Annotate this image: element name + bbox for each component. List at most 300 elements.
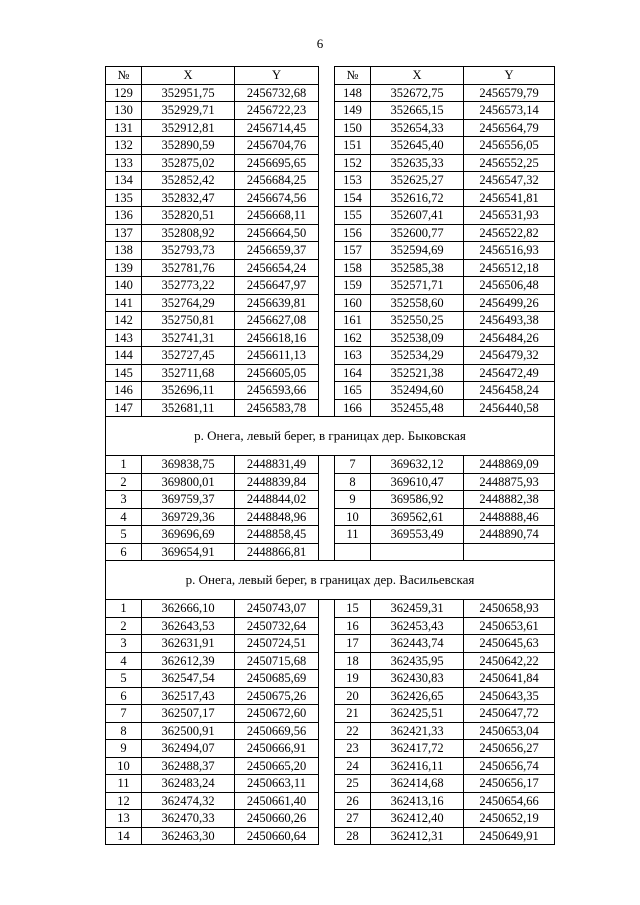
point-number-left: 146 xyxy=(106,382,142,400)
point-number-right: 162 xyxy=(335,329,371,347)
y-coordinate-left: 2456618,16 xyxy=(235,329,319,347)
y-coordinate-left: 2450732,64 xyxy=(235,617,319,635)
point-number-left: 10 xyxy=(106,757,142,775)
x-coordinate-left: 352912,81 xyxy=(142,119,235,137)
table-row xyxy=(106,382,555,400)
point-number-left: 136 xyxy=(106,207,142,225)
point-number-left: 132 xyxy=(106,137,142,155)
column-gap xyxy=(319,827,335,845)
y-coordinate-left: 2456714,45 xyxy=(235,119,319,137)
point-number-right: 156 xyxy=(335,224,371,242)
column-gap xyxy=(319,792,335,810)
point-number-left: 12 xyxy=(106,792,142,810)
x-coordinate-left: 369654,91 xyxy=(142,543,235,561)
x-coordinate-right: 352600,77 xyxy=(371,224,464,242)
point-number-right: 20 xyxy=(335,687,371,705)
y-coordinate-right: 2456579,79 xyxy=(464,84,555,102)
y-coordinate-left: 2456659,37 xyxy=(235,242,319,260)
y-coordinate-right: 2448875,93 xyxy=(464,473,555,491)
x-coordinate-right: 352616,72 xyxy=(371,189,464,207)
y-coordinate-right: 2456522,82 xyxy=(464,224,555,242)
x-coordinate-left: 369759,37 xyxy=(142,491,235,509)
table-row xyxy=(106,757,555,775)
x-coordinate-left: 352808,92 xyxy=(142,224,235,242)
column-gap xyxy=(319,102,335,120)
point-number-left: 137 xyxy=(106,224,142,242)
x-coordinate-left: 362666,10 xyxy=(142,600,235,618)
table-row xyxy=(106,207,555,225)
y-coordinate-left: 2456674,56 xyxy=(235,189,319,207)
table-row xyxy=(106,543,555,561)
column-header-number-right: № xyxy=(335,67,371,85)
y-coordinate-left: 2448844,02 xyxy=(235,491,319,509)
y-coordinate-right: 2456573,14 xyxy=(464,102,555,120)
x-coordinate-left: 352681,11 xyxy=(142,399,235,417)
x-coordinate-left: 352764,29 xyxy=(142,294,235,312)
column-gap xyxy=(319,456,335,474)
y-coordinate-left: 2456611,13 xyxy=(235,347,319,365)
x-coordinate-right: 352494,60 xyxy=(371,382,464,400)
point-number-left: 9 xyxy=(106,740,142,758)
table-row xyxy=(106,242,555,260)
table-row xyxy=(106,722,555,740)
point-number-right: 21 xyxy=(335,705,371,723)
point-number-left: 144 xyxy=(106,347,142,365)
y-coordinate-left: 2456627,08 xyxy=(235,312,319,330)
y-coordinate-left: 2456695,65 xyxy=(235,154,319,172)
point-number-left: 129 xyxy=(106,84,142,102)
table-row xyxy=(106,154,555,172)
x-coordinate-left: 362463,30 xyxy=(142,827,235,845)
column-header-y-left: Y xyxy=(235,67,319,85)
point-number-left: 2 xyxy=(106,473,142,491)
x-coordinate-right: 362416,11 xyxy=(371,757,464,775)
y-coordinate-right: 2450656,74 xyxy=(464,757,555,775)
point-number-right: 17 xyxy=(335,635,371,653)
column-gap xyxy=(319,617,335,635)
table-row xyxy=(106,775,555,793)
x-coordinate-right: 362459,31 xyxy=(371,600,464,618)
x-coordinate-left: 369838,75 xyxy=(142,456,235,474)
y-coordinate-right: 2456512,18 xyxy=(464,259,555,277)
y-coordinate-left: 2456668,11 xyxy=(235,207,319,225)
point-number-left: 143 xyxy=(106,329,142,347)
point-number-right: 26 xyxy=(335,792,371,810)
y-coordinate-right: 2450654,66 xyxy=(464,792,555,810)
point-number-left: 3 xyxy=(106,635,142,653)
y-coordinate-right: 2450656,17 xyxy=(464,775,555,793)
x-coordinate-right: 362453,43 xyxy=(371,617,464,635)
y-coordinate-right: 2456556,05 xyxy=(464,137,555,155)
point-number-left: 140 xyxy=(106,277,142,295)
point-number-left: 133 xyxy=(106,154,142,172)
x-coordinate-right: 362443,74 xyxy=(371,635,464,653)
y-coordinate-left: 2448848,96 xyxy=(235,508,319,526)
x-coordinate-left: 352741,31 xyxy=(142,329,235,347)
column-gap xyxy=(319,491,335,509)
y-coordinate-left: 2450665,20 xyxy=(235,757,319,775)
point-number-left: 141 xyxy=(106,294,142,312)
point-number-left: 13 xyxy=(106,810,142,828)
y-coordinate-right: 2450653,04 xyxy=(464,722,555,740)
x-coordinate-left: 362483,24 xyxy=(142,775,235,793)
column-gap xyxy=(319,207,335,225)
x-coordinate-right: 352455,48 xyxy=(371,399,464,417)
column-gap xyxy=(319,242,335,260)
x-coordinate-left: 352875,02 xyxy=(142,154,235,172)
table-row xyxy=(106,740,555,758)
column-gap xyxy=(319,329,335,347)
table-row xyxy=(106,259,555,277)
point-number-right: 160 xyxy=(335,294,371,312)
column-gap xyxy=(319,757,335,775)
x-coordinate-left: 362488,37 xyxy=(142,757,235,775)
x-coordinate-right: 362412,31 xyxy=(371,827,464,845)
table-row xyxy=(106,364,555,382)
x-coordinate-right xyxy=(371,543,464,561)
point-number-left: 134 xyxy=(106,172,142,190)
x-coordinate-left: 352820,51 xyxy=(142,207,235,225)
y-coordinate-right: 2450653,61 xyxy=(464,617,555,635)
column-gap xyxy=(319,382,335,400)
column-gap xyxy=(319,543,335,561)
table-row xyxy=(106,526,555,544)
column-gap xyxy=(319,600,335,618)
y-coordinate-left: 2456722,23 xyxy=(235,102,319,120)
y-coordinate-left: 2456684,25 xyxy=(235,172,319,190)
y-coordinate-left: 2448831,49 xyxy=(235,456,319,474)
y-coordinate-left: 2456583,78 xyxy=(235,399,319,417)
page-number: 6 xyxy=(316,36,324,51)
column-gap xyxy=(319,810,335,828)
x-coordinate-right: 352635,33 xyxy=(371,154,464,172)
point-number-left: 135 xyxy=(106,189,142,207)
table-row xyxy=(106,670,555,688)
x-coordinate-right: 352654,33 xyxy=(371,119,464,137)
point-number-left: 1 xyxy=(106,456,142,474)
point-number-right: 165 xyxy=(335,382,371,400)
column-gap xyxy=(319,137,335,155)
y-coordinate-left: 2450685,69 xyxy=(235,670,319,688)
y-coordinate-left: 2450743,07 xyxy=(235,600,319,618)
x-coordinate-right: 352665,15 xyxy=(371,102,464,120)
y-coordinate-right: 2456472,49 xyxy=(464,364,555,382)
x-coordinate-right: 352585,38 xyxy=(371,259,464,277)
x-coordinate-left: 362494,07 xyxy=(142,740,235,758)
coordinates-table-body xyxy=(106,67,555,845)
table-row xyxy=(106,635,555,653)
y-coordinate-left: 2450724,51 xyxy=(235,635,319,653)
table-row xyxy=(106,473,555,491)
x-coordinate-left: 352890,59 xyxy=(142,137,235,155)
column-header-x-right: X xyxy=(371,67,464,85)
table-row xyxy=(106,456,555,474)
point-number-right: 159 xyxy=(335,277,371,295)
x-coordinate-left: 362517,43 xyxy=(142,687,235,705)
point-number-left: 1 xyxy=(106,600,142,618)
y-coordinate-right: 2456547,32 xyxy=(464,172,555,190)
x-coordinate-left: 362470,33 xyxy=(142,810,235,828)
y-coordinate-left: 2456639,81 xyxy=(235,294,319,312)
x-coordinate-right: 352594,69 xyxy=(371,242,464,260)
table-row xyxy=(106,312,555,330)
x-coordinate-left: 352951,75 xyxy=(142,84,235,102)
table-row xyxy=(106,810,555,828)
column-gap xyxy=(319,722,335,740)
x-coordinate-right: 362435,95 xyxy=(371,652,464,670)
point-number-left: 5 xyxy=(106,670,142,688)
table-row xyxy=(106,102,555,120)
point-number-left: 131 xyxy=(106,119,142,137)
point-number-right: 149 xyxy=(335,102,371,120)
column-gap xyxy=(319,294,335,312)
y-coordinate-left: 2456664,50 xyxy=(235,224,319,242)
y-coordinate-left: 2450672,60 xyxy=(235,705,319,723)
table-row xyxy=(106,687,555,705)
y-coordinate-right: 2450642,22 xyxy=(464,652,555,670)
column-gap xyxy=(319,508,335,526)
y-coordinate-right: 2456479,32 xyxy=(464,347,555,365)
point-number-right: 161 xyxy=(335,312,371,330)
point-number-left: 14 xyxy=(106,827,142,845)
y-coordinate-left: 2450666,91 xyxy=(235,740,319,758)
point-number-right: 16 xyxy=(335,617,371,635)
section-title: р. Онега, левый берег, в границах дер. Васильевская xyxy=(106,561,555,600)
x-coordinate-left: 352711,68 xyxy=(142,364,235,382)
y-coordinate-right: 2456541,81 xyxy=(464,189,555,207)
x-coordinate-right: 352645,40 xyxy=(371,137,464,155)
x-coordinate-right: 352607,41 xyxy=(371,207,464,225)
x-coordinate-left: 362507,17 xyxy=(142,705,235,723)
table-row xyxy=(106,617,555,635)
y-coordinate-left: 2450669,56 xyxy=(235,722,319,740)
column-gap xyxy=(319,154,335,172)
y-coordinate-left: 2456704,76 xyxy=(235,137,319,155)
point-number-left: 2 xyxy=(106,617,142,635)
x-coordinate-left: 362500,91 xyxy=(142,722,235,740)
y-coordinate-right: 2448888,46 xyxy=(464,508,555,526)
table-row xyxy=(106,119,555,137)
column-gap xyxy=(319,740,335,758)
y-coordinate-right xyxy=(464,543,555,561)
x-coordinate-right: 352558,60 xyxy=(371,294,464,312)
point-number-right: 150 xyxy=(335,119,371,137)
column-gap xyxy=(319,670,335,688)
y-coordinate-right: 2456493,38 xyxy=(464,312,555,330)
y-coordinate-right: 2450641,84 xyxy=(464,670,555,688)
point-number-left: 130 xyxy=(106,102,142,120)
column-gap xyxy=(319,399,335,417)
y-coordinate-left: 2450663,11 xyxy=(235,775,319,793)
point-number-right: 154 xyxy=(335,189,371,207)
point-number-right: 24 xyxy=(335,757,371,775)
point-number-right: 25 xyxy=(335,775,371,793)
x-coordinate-right: 362430,83 xyxy=(371,670,464,688)
table-header-row xyxy=(106,67,555,85)
y-coordinate-right: 2450645,63 xyxy=(464,635,555,653)
point-number-left: 142 xyxy=(106,312,142,330)
y-coordinate-right: 2456531,93 xyxy=(464,207,555,225)
x-coordinate-right: 362417,72 xyxy=(371,740,464,758)
y-coordinate-left: 2450660,64 xyxy=(235,827,319,845)
point-number-right: 19 xyxy=(335,670,371,688)
table-row xyxy=(106,508,555,526)
y-coordinate-right: 2450652,19 xyxy=(464,810,555,828)
point-number-right: 158 xyxy=(335,259,371,277)
column-gap xyxy=(319,259,335,277)
point-number-left: 4 xyxy=(106,508,142,526)
y-coordinate-right: 2450643,35 xyxy=(464,687,555,705)
y-coordinate-left: 2456647,97 xyxy=(235,277,319,295)
y-coordinate-right: 2450647,72 xyxy=(464,705,555,723)
x-coordinate-right: 362413,16 xyxy=(371,792,464,810)
column-gap xyxy=(319,526,335,544)
x-coordinate-right: 352534,29 xyxy=(371,347,464,365)
x-coordinate-left: 362612,39 xyxy=(142,652,235,670)
y-coordinate-left: 2450715,68 xyxy=(235,652,319,670)
x-coordinate-left: 369729,36 xyxy=(142,508,235,526)
column-gap xyxy=(319,635,335,653)
column-gap xyxy=(319,775,335,793)
y-coordinate-right: 2456440,58 xyxy=(464,399,555,417)
point-number-right: 7 xyxy=(335,456,371,474)
point-number-left: 6 xyxy=(106,687,142,705)
x-coordinate-left: 362631,91 xyxy=(142,635,235,653)
table-row xyxy=(106,137,555,155)
point-number-right: 164 xyxy=(335,364,371,382)
y-coordinate-left: 2448866,81 xyxy=(235,543,319,561)
point-number-right: 166 xyxy=(335,399,371,417)
x-coordinate-left: 352773,22 xyxy=(142,277,235,295)
table-row xyxy=(106,189,555,207)
table-row xyxy=(106,600,555,618)
coordinates-table xyxy=(105,66,555,845)
point-number-right: 11 xyxy=(335,526,371,544)
table-row xyxy=(106,84,555,102)
x-coordinate-right: 352550,25 xyxy=(371,312,464,330)
x-coordinate-right: 369610,47 xyxy=(371,473,464,491)
y-coordinate-right: 2450649,91 xyxy=(464,827,555,845)
point-number-left: 6 xyxy=(106,543,142,561)
point-number-right: 28 xyxy=(335,827,371,845)
x-coordinate-right: 362412,40 xyxy=(371,810,464,828)
column-header-x-left: X xyxy=(142,67,235,85)
y-coordinate-left: 2450661,40 xyxy=(235,792,319,810)
x-coordinate-left: 352727,45 xyxy=(142,347,235,365)
x-coordinate-left: 369696,69 xyxy=(142,526,235,544)
column-gap xyxy=(319,224,335,242)
point-number-right: 163 xyxy=(335,347,371,365)
table-row xyxy=(106,277,555,295)
column-gap xyxy=(319,473,335,491)
y-coordinate-left: 2456605,05 xyxy=(235,364,319,382)
y-coordinate-left: 2456732,68 xyxy=(235,84,319,102)
y-coordinate-left: 2450660,26 xyxy=(235,810,319,828)
y-coordinate-right: 2456458,24 xyxy=(464,382,555,400)
point-number-right: 15 xyxy=(335,600,371,618)
x-coordinate-right: 362425,51 xyxy=(371,705,464,723)
table-row xyxy=(106,705,555,723)
column-gap xyxy=(319,364,335,382)
point-number-right: 27 xyxy=(335,810,371,828)
y-coordinate-right: 2448869,09 xyxy=(464,456,555,474)
column-gap xyxy=(319,84,335,102)
y-coordinate-left: 2448839,84 xyxy=(235,473,319,491)
point-number-right: 10 xyxy=(335,508,371,526)
point-number-right: 22 xyxy=(335,722,371,740)
point-number-left: 3 xyxy=(106,491,142,509)
point-number-right xyxy=(335,543,371,561)
x-coordinate-right: 369562,61 xyxy=(371,508,464,526)
table-row xyxy=(106,294,555,312)
x-coordinate-left: 362547,54 xyxy=(142,670,235,688)
x-coordinate-right: 362421,33 xyxy=(371,722,464,740)
x-coordinate-left: 352793,73 xyxy=(142,242,235,260)
x-coordinate-left: 352781,76 xyxy=(142,259,235,277)
point-number-left: 147 xyxy=(106,399,142,417)
x-coordinate-left: 352929,71 xyxy=(142,102,235,120)
y-coordinate-left: 2448858,45 xyxy=(235,526,319,544)
y-coordinate-left: 2456654,24 xyxy=(235,259,319,277)
y-coordinate-left: 2456593,66 xyxy=(235,382,319,400)
point-number-left: 139 xyxy=(106,259,142,277)
section-title: р. Онега, левый берег, в границах дер. Быковская xyxy=(106,417,555,456)
y-coordinate-right: 2450658,93 xyxy=(464,600,555,618)
column-header-number-left: № xyxy=(106,67,142,85)
y-coordinate-right: 2456516,93 xyxy=(464,242,555,260)
x-coordinate-right: 369586,92 xyxy=(371,491,464,509)
x-coordinate-left: 352696,11 xyxy=(142,382,235,400)
column-gap xyxy=(319,687,335,705)
y-coordinate-right: 2456564,79 xyxy=(464,119,555,137)
column-gap xyxy=(319,652,335,670)
table-row xyxy=(106,172,555,190)
table-row xyxy=(106,827,555,845)
point-number-right: 23 xyxy=(335,740,371,758)
column-gap xyxy=(319,277,335,295)
y-coordinate-right: 2456484,26 xyxy=(464,329,555,347)
point-number-right: 9 xyxy=(335,491,371,509)
y-coordinate-right: 2456506,48 xyxy=(464,277,555,295)
y-coordinate-right: 2456499,26 xyxy=(464,294,555,312)
point-number-left: 5 xyxy=(106,526,142,544)
y-coordinate-right: 2448890,74 xyxy=(464,526,555,544)
x-coordinate-right: 362426,65 xyxy=(371,687,464,705)
point-number-right: 157 xyxy=(335,242,371,260)
point-number-left: 7 xyxy=(106,705,142,723)
point-number-left: 4 xyxy=(106,652,142,670)
column-gap xyxy=(319,67,335,85)
table-row xyxy=(106,652,555,670)
table-row xyxy=(106,792,555,810)
y-coordinate-right: 2448882,38 xyxy=(464,491,555,509)
point-number-right: 151 xyxy=(335,137,371,155)
x-coordinate-right: 352521,38 xyxy=(371,364,464,382)
table-row xyxy=(106,329,555,347)
x-coordinate-left: 369800,01 xyxy=(142,473,235,491)
x-coordinate-right: 352672,75 xyxy=(371,84,464,102)
table-row xyxy=(106,399,555,417)
column-gap xyxy=(319,119,335,137)
column-gap xyxy=(319,172,335,190)
point-number-left: 145 xyxy=(106,364,142,382)
y-coordinate-left: 2450675,26 xyxy=(235,687,319,705)
point-number-left: 138 xyxy=(106,242,142,260)
section-heading-row xyxy=(106,561,555,600)
point-number-right: 18 xyxy=(335,652,371,670)
x-coordinate-left: 352750,81 xyxy=(142,312,235,330)
x-coordinate-right: 369632,12 xyxy=(371,456,464,474)
